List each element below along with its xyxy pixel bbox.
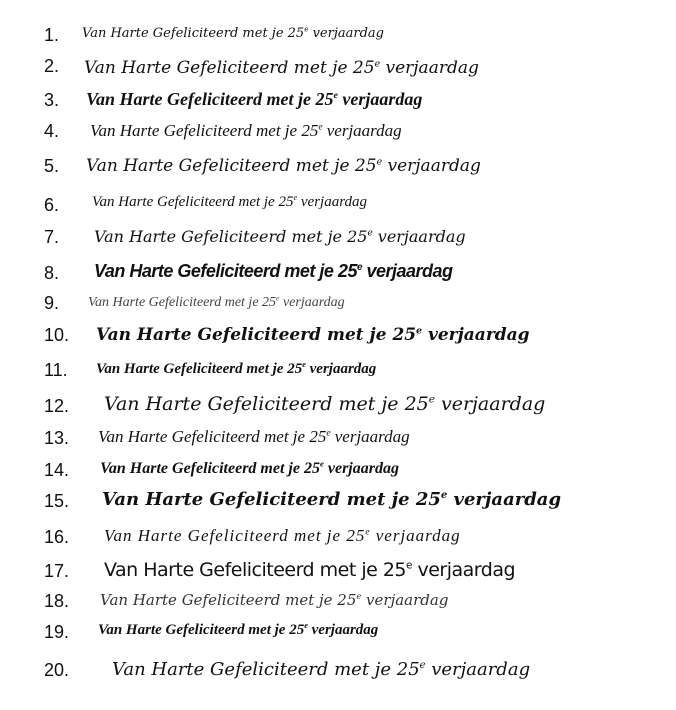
ordinal-suffix: e — [367, 228, 373, 239]
sample-phrase-tail: verjaardag — [337, 89, 423, 109]
sample-phrase-tail: verjaardag — [330, 427, 410, 446]
ordinal-suffix: e — [318, 122, 323, 133]
ordinal-suffix: e — [304, 24, 309, 34]
sample-phrase-tail: verjaardag — [434, 393, 546, 415]
sample-phrase: Van Harte Gefeliciteerd met je 25 — [104, 393, 429, 415]
sample-text — [100, 591, 448, 609]
font-sample-row — [0, 224, 676, 254]
sample-number: 11. — [44, 360, 68, 380]
sample-text — [104, 393, 545, 415]
sample-text — [104, 526, 461, 546]
sample-number: 18. — [44, 591, 70, 611]
sample-phrase-tail: verjaardag — [411, 559, 516, 581]
sample-phrase-tail: verjaardag — [425, 659, 531, 680]
ordinal-suffix: e — [428, 393, 435, 406]
sample-text — [90, 121, 402, 141]
sample-phrase-tail: verjaardag — [382, 156, 481, 176]
font-sample-row — [0, 425, 676, 453]
sample-phrase: Van Harte Gefeliciteerd met je 25 — [102, 489, 441, 510]
ordinal-suffix: e — [356, 591, 362, 601]
sample-number: 14. — [44, 460, 70, 480]
sample-text — [84, 58, 479, 78]
sample-number: 5. — [44, 156, 60, 176]
font-sample-row — [0, 393, 676, 423]
sample-phrase-tail: verjaardag — [322, 121, 402, 140]
sample-number: 9. — [44, 293, 60, 313]
sample-phrase: Van Harte Gefeliciteerd met je 25 — [84, 58, 375, 78]
sample-text — [100, 460, 399, 478]
sample-text — [92, 194, 367, 211]
font-sample-row — [0, 322, 676, 352]
sample-phrase-tail: verjaardag — [447, 489, 562, 510]
sample-number: 4. — [44, 121, 60, 141]
font-sample-row — [0, 261, 676, 289]
sample-phrase-tail: verjaardag — [305, 361, 377, 377]
sample-phrase: Van Harte Gefeliciteerd met je 25 — [86, 89, 334, 109]
ordinal-suffix: e — [319, 458, 324, 469]
font-sample-row — [0, 87, 676, 115]
sample-number: 10. — [44, 325, 70, 345]
sample-text — [88, 295, 345, 311]
sample-text — [102, 489, 561, 510]
ordinal-suffix: e — [440, 490, 448, 501]
font-sample-row — [0, 52, 676, 82]
ordinal-suffix: e — [333, 90, 338, 101]
sample-phrase: Van Harte Gefeliciteerd met je 25 — [98, 427, 327, 446]
sample-phrase-tail: verjaardag — [308, 26, 384, 41]
ordinal-suffix: e — [416, 325, 423, 337]
ordinal-suffix: e — [406, 559, 412, 572]
font-sample-row — [0, 153, 676, 183]
ordinal-suffix: e — [276, 293, 280, 303]
ordinal-suffix: e — [293, 193, 298, 202]
sample-text — [94, 261, 453, 282]
sample-text — [112, 659, 530, 680]
ordinal-suffix: e — [374, 58, 381, 70]
sample-phrase: Van Harte Gefeliciteerd met je 25 — [96, 325, 417, 345]
sample-text — [104, 559, 515, 581]
sample-number: 15. — [44, 491, 70, 511]
sample-number: 3. — [44, 90, 60, 110]
font-sample-row — [0, 118, 676, 148]
font-sample-row — [0, 292, 676, 318]
sample-phrase: Van Harte Gefeliciteerd met je 25 — [94, 261, 357, 281]
sample-text — [96, 325, 530, 345]
sample-phrase-tail: verjaardag — [323, 460, 399, 477]
sample-phrase: Van Harte Gefeliciteerd met je 25 — [86, 156, 377, 176]
sample-phrase: Van Harte Gefeliciteerd met je 25 — [94, 227, 368, 246]
sample-number: 16. — [44, 527, 70, 547]
sample-text — [98, 427, 410, 447]
sample-text — [82, 26, 384, 41]
sample-phrase: Van Harte Gefeliciteerd met je 25 — [100, 460, 320, 477]
sample-phrase: Van Harte Gefeliciteerd met je 25 — [104, 559, 407, 581]
sample-number: 17. — [44, 561, 70, 581]
sample-number: 19. — [44, 622, 70, 642]
sample-number: 13. — [44, 428, 70, 448]
sample-phrase-tail: verjaardag — [372, 227, 466, 246]
sample-number: 12. — [44, 396, 70, 416]
sample-phrase: Van Harte Gefeliciteerd met je 25 — [112, 659, 420, 680]
sample-phrase-tail: verjaardag — [297, 194, 367, 210]
font-sample-row — [0, 488, 676, 518]
font-sample-row — [0, 358, 676, 386]
sample-number: 7. — [44, 227, 60, 247]
sample-text — [86, 156, 481, 176]
sample-text — [98, 622, 378, 639]
sample-phrase-tail: verjaardag — [380, 58, 479, 78]
sample-phrase-tail: verjaardag — [307, 622, 379, 638]
sample-phrase-tail: verjaardag — [361, 591, 449, 609]
sample-phrase-tail: verjaardag — [370, 526, 461, 545]
sample-phrase: Van Harte Gefeliciteerd met je 25 — [88, 295, 277, 310]
font-sample-row — [0, 457, 676, 485]
font-sample-row — [0, 22, 676, 48]
font-sample-row — [0, 524, 676, 554]
sample-number: 1. — [44, 25, 60, 45]
sample-phrase-tail: verjaardag — [361, 261, 453, 281]
font-sample-row — [0, 589, 676, 615]
sample-phrase: Van Harte Gefeliciteerd met je 25 — [98, 622, 305, 638]
font-sample-row — [0, 192, 676, 222]
ordinal-suffix: e — [302, 360, 306, 369]
ordinal-suffix: e — [304, 621, 308, 630]
font-sample-row — [0, 657, 676, 687]
sample-phrase: Van Harte Gefeliciteerd met je 25 — [100, 591, 357, 609]
ordinal-suffix: e — [419, 660, 426, 671]
sample-phrase: Van Harte Gefeliciteerd met je 25 — [90, 121, 319, 140]
ordinal-suffix: e — [376, 156, 383, 168]
sample-text — [94, 227, 466, 246]
sample-phrase: Van Harte Gefeliciteerd met je 25 — [92, 194, 294, 210]
sample-phrase-tail: verjaardag — [279, 295, 345, 310]
ordinal-suffix: e — [365, 527, 371, 538]
sample-number: 20. — [44, 660, 70, 680]
sample-phrase: Van Harte Gefeliciteerd met je 25 — [104, 526, 366, 545]
sample-text — [96, 361, 376, 378]
sample-phrase: Van Harte Gefeliciteerd met je 25 — [82, 26, 305, 41]
ordinal-suffix: e — [356, 262, 362, 273]
sample-number: 6. — [44, 195, 60, 215]
font-sample-row — [0, 558, 676, 586]
sample-phrase: Van Harte Gefeliciteerd met je 25 — [96, 361, 303, 377]
sample-phrase-tail: verjaardag — [422, 325, 530, 345]
sample-number: 8. — [44, 263, 60, 283]
sample-text — [86, 89, 422, 110]
sample-number: 2. — [44, 56, 60, 76]
ordinal-suffix: e — [326, 428, 331, 439]
font-sample-row — [0, 620, 676, 648]
